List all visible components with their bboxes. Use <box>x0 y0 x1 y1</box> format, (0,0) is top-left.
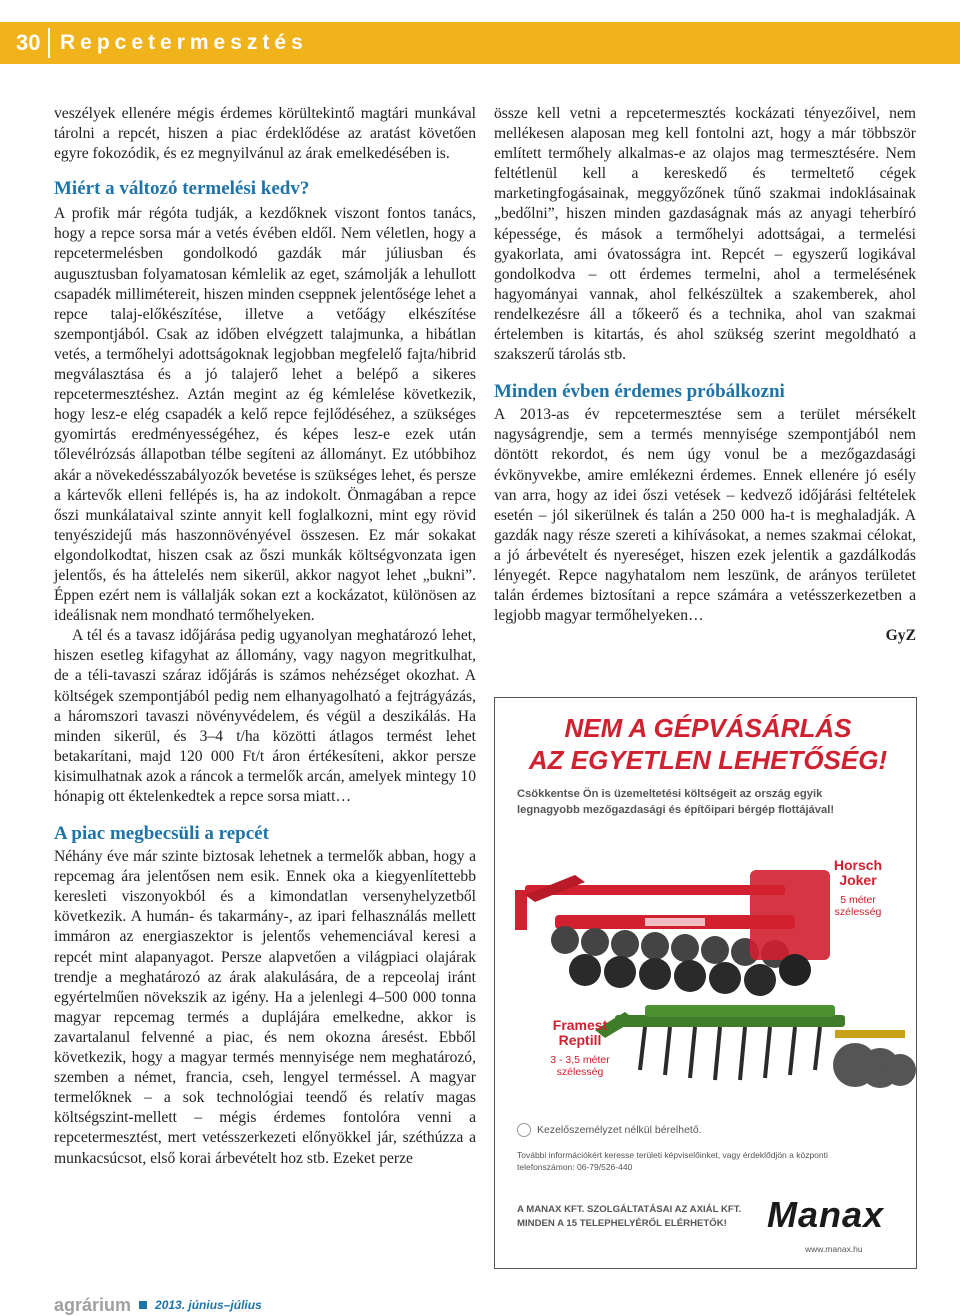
right-paragraph-1: össze kell vetni a repcetermesztés kockázati tényezőivel, nem mellékesen alaposan meg kell fontolni azt, hogy a már többször említett termőhely alkalmas-e az olajos mag termesztésére. Nem feltétlenül kell a kereskedő és termeltető cégek marketingfogásainak, meggyőzőnek tűnő szakmai indoklásainak „bedőlni”, hiszen minden gazdaságnak más az anyagi teherbíró képessége, és mások a termőhelyi adottságai, a termelési gyakorlata, ami óvatosságra int. Repcét – egyszerű logikával gondolkodva – ott érdemes termelni, ahol a termelésének hagyományai vannak, ahol felkészültek a szakemberek, ahol rendelkezésre áll a tőkeerő és a technika, ahol van szakmai értelemben is kitartás, és ahol szükség szerint megoldható a szakszerű tárolás stb. <box>494 105 916 364</box>
horsch-name-2: Joker <box>839 872 877 888</box>
ad-info-text-1: Kezelőszemélyzet nélkül bérelhető. <box>537 1124 702 1136</box>
left-intro-paragraph: veszélyek ellenére mégis érdemes körültekintő magtári munkával tárolni a repcét, hiszen a piac érdeklődése az aratást követően egyre fokozódik, és ez megnyilvánul az árak emelkedésében is. <box>54 105 476 163</box>
horsch-joker-machine <box>515 870 830 996</box>
header-separator <box>48 28 50 58</box>
ad-footer-line-1: A MANAX KFT. SZOLGÁLTATÁSAI AZ AXIÁL KFT. <box>517 1204 742 1215</box>
person-icon <box>517 1123 531 1137</box>
framest-name-1: Framest <box>552 1017 608 1033</box>
framest-reptill-machine <box>595 1005 916 1088</box>
ad-info-text-2: További információkért keresse területi képviselőinket, vagy érdeklődjön a központi telefonszámon: 06-79/526-440 <box>517 1150 828 1172</box>
horsch-size-1: 5 méter <box>840 894 876 906</box>
framest-reptill-tag <box>535 1018 625 1078</box>
page-footer <box>54 1294 262 1316</box>
horsch-joker-tag <box>813 858 903 918</box>
left-paragraph-2: A tél és a tavasz időjárása pedig ugyanolyan meghatározó lehet, hiszen esetleg kifagyhat az állomány, vagy nagyon megritkulhat, de a téli-tavaszi száraz időjárás is számos nehézséget okozhat. A költségek szempontjából pedig nem elhanyagolható a fejtrágyázás, a háromszori tavaszi növényvédelem, és végül a deszikálás. Ha minden sikerül, és 3–4 t/ha közötti átlagos termést lehet betakarítani, majd 120 000 Ft/t áron értékesíteni, akkor persze kisimulhatnak azok a ráncok a termelők arcán, amelyek mintegy 10 hónapig ott éktelenkedtek a repce sorsa miatt… <box>54 627 476 805</box>
left-column <box>54 104 476 1169</box>
ad-headline <box>513 712 903 776</box>
ad-url[interactable]: www.manax.hu <box>805 1244 863 1254</box>
horsch-size-2: szélesség <box>834 906 882 918</box>
ad-subline <box>517 786 897 818</box>
ad-subline-2: legnagyobb mezőgazdasági és építőipari bérgép flottájával! <box>517 804 835 816</box>
left-heading-2: A piac megbecsüli a repcét <box>54 823 269 845</box>
ad-footer-text <box>517 1203 747 1231</box>
ad-info-line-1 <box>517 1123 897 1137</box>
ad-subline-1: Csökkentse Ön is üzemeltetési költségeit az ország egyik <box>517 788 823 800</box>
right-paragraph-2: A 2013-as év repcetermesztése sem a terület mérsékelt nagyságrendje, sem a termés mennyisége szempontjából nem döntött rekordot, és nem úgy vonul be a mezőgazdasági évkönyvekbe, amire emlékezni érdemes. Ennek ellenére jó esély van arra, hogy az idei őszi vetések – kedvező időjárási feltételek esetén – jól sikerülnek és talán a 250 000 ha-t is meghaladják. A gazdák nagy része szereti a kihívásokat, a nemes szakmai célokat, a jó árbevételt és nyereséget, hiszen ezek jelentik a gazdálkodás lényegét. Repce nagyhatalom nem leszünk, de arányos területet talán érdemes biztosítani a repce számára a vetésszerkezetben a legjobb magyar termőhelyeken… <box>494 406 916 625</box>
framest-size-2: szélesség <box>556 1066 604 1078</box>
left-paragraph-1: A profik már régóta tudják, a kezdőknek viszont fontos tanács, hogy a repce sorsa már a vetés évében eldől. Nem véletlen, hogy a repcetermelésben gondolkodó gazdák már júliusban és augusztusban folyamatosan kémlelik az eget, számolják a lehullott csapadék millimétereit, hiszen minden cseppnek jelentősége lehet a repce talaj-előkészítése, illetve a vetőágy elkészítése szempontjából. Csak az időben elvégzett talajmunka, a hibátlan vetés, a termőhelyi adottságoknak legjobban megfelelő fajta/hibrid megválasztása és a jó talajerő lehet a belépő a sikeres repcetermesztéshez. Aztán megint az ég kémlelése következik, hogy lesz-e elég csapadék a kelő repce fejlődéséhez, a szükséges gyomirtás eredményességéhez, és képes lesz-e ezek után tőlevélrózsás állapotban télbe segíteni az állományt. Ez utóbbihoz akár a növekedésszabályozók bevetése is szükséges lehet, és persze a kártevők elleni fellépés is, ha az indokolt. Önmagában a repce őszi munkálataival szinte annyit kell foglalkozni, mint egy rövid tenyészidejű más haszonnövényével összesen. Ez már sokakat elgondolkodtat, hiszen csak az őszi munkák költségvonzata igen jelentős, és ha áttelelés nem sikerül, akkor nagyot lehet „bukni”. Éppen ezért nem is vállalják sokan ezt a kockázatot, különösen az ideálisnak nem mondható termőhelyeken. <box>54 205 476 625</box>
left-heading-1: Miért a változó termelési kedv? <box>54 178 310 200</box>
author-signature: GyZ <box>885 627 916 645</box>
framest-name-2: Reptill <box>558 1032 602 1048</box>
section-title: Repcetermesztés <box>60 31 308 54</box>
magazine-brand: agrárium <box>54 1294 132 1315</box>
page-number: 30 <box>16 30 41 55</box>
horsch-name-1: Horsch <box>833 857 883 873</box>
issue-date: 2013. június–július <box>155 1298 262 1312</box>
framest-size-1: 3 - 3,5 méter <box>550 1054 610 1066</box>
right-column <box>494 104 916 646</box>
ad-footer-line-2: MINDEN A 15 TELEPHELYÉRŐL ELÉRHETŐK! <box>517 1218 727 1229</box>
left-paragraph-3: Néhány éve már szinte biztosak lehetnek a termelők abban, hogy a repcemag ára jelentősen nem esik. Ennek oka a kiegyenlítettebb keresleti viszonyokból és a kimondatlan versenyhelyzetből következik. A humán- és takarmány-, az ipari felhasználás mellett immáron az energiaszektor is jelentős vehemenciával keresi a repcét mint alapanyagot. Persze alapvetően a világpiaci olajárak trendje a meghatározó az árak alakulására, de a repceolaj iránt egyértelműen növekszik az igény. Ha a jelenlegi 4–500 000 tonna magyar repcemag termés a duplájára emelkedne, akkor is zavartalanul felvenné a piac, és nem okozna áresést. Ebből következik, hogy a magyar termés mennyisége nem meghatározó, szemben a német, francia, cseh, lengyel terméssel. A magyar termelőknek – a sok technológiai teendő és relatív magas költségszint-mellett – mégis érdemes fontolóra venni a repcetermesztést, mert vetésszerkezeti előnyökkel jár, széthúzza a munkacsúcsot, első korai árbevételt hoz stb. Ezeket perze <box>54 848 476 1167</box>
ad-headline-line-1: NEM A GÉPVÁSÁRLÁS <box>564 713 852 743</box>
right-heading-1: Minden évben érdemes próbálkozni <box>494 381 785 403</box>
ad-info <box>517 1123 897 1173</box>
manax-logo: Manax <box>767 1194 885 1235</box>
square-bullet-icon <box>139 1301 147 1309</box>
ad-headline-line-2: AZ EGYETLEN LEHETŐSÉG! <box>528 745 888 775</box>
advertisement[interactable] <box>494 697 917 1269</box>
